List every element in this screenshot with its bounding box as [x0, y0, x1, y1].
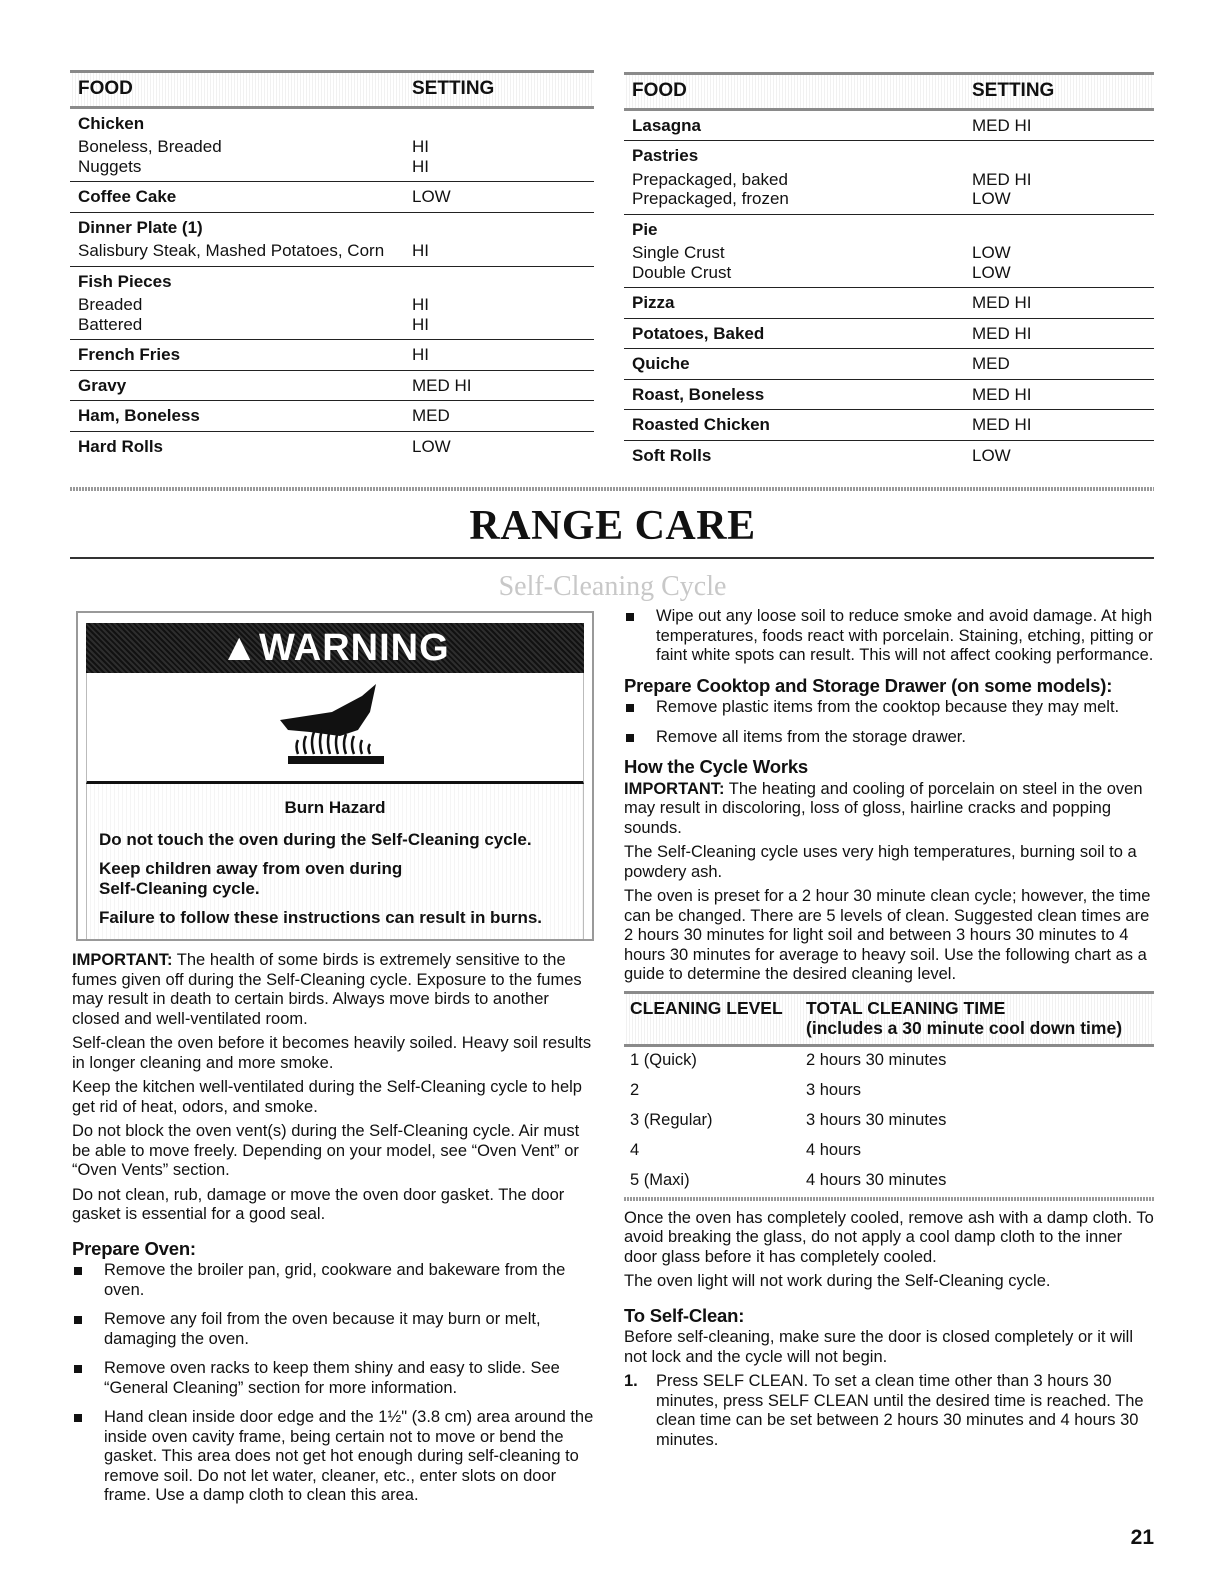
table-row — [624, 141, 1154, 215]
header-food: FOOD — [78, 78, 133, 99]
food-table-right — [624, 72, 1154, 470]
warning-line: Failure to follow these instructions can result in burns. — [99, 908, 543, 927]
table-row — [624, 288, 1154, 319]
important-label: IMPORTANT: — [72, 951, 173, 969]
row-title: Coffee Cake — [78, 187, 177, 206]
row-food: Salisbury Steak, Mashed Potatoes, Corn — [78, 241, 385, 260]
food-table-left — [70, 70, 594, 461]
row-title: Chicken — [78, 113, 145, 133]
row-setting: MED HI — [972, 323, 1032, 343]
table-row — [70, 371, 594, 402]
table-row — [70, 340, 594, 371]
warning-banner-text: WARNING — [258, 627, 450, 669]
row-setting: LOW — [412, 187, 451, 206]
important-label: IMPORTANT: — [624, 779, 725, 798]
bullet-list — [624, 607, 1154, 666]
page-number: 21 — [1130, 1526, 1154, 1549]
table-row — [70, 401, 594, 432]
row-food: Nuggets — [78, 156, 142, 176]
row-setting: HI — [412, 241, 429, 260]
table-row — [624, 1167, 1154, 1197]
row-title: Lasagna — [632, 115, 701, 135]
step-text: Press SELF CLEAN. To set a clean time other than 3 hours 30 minutes, press SELF CLEAN until the desired time is reached. The clean time can be set between 2 hours 30 minutes and 4 hours 30 minutes. — [656, 1372, 1144, 1449]
section-heading: To Self-Clean: — [624, 1304, 745, 1326]
row-title: Pastries — [632, 146, 699, 165]
table-row — [624, 410, 1154, 441]
bullet-list — [72, 1261, 596, 1506]
paragraph: Self-clean the oven before it becomes heavily soiled. Heavy soil results in longer cleaning and more smoke. — [72, 1034, 592, 1072]
row-setting: HI — [412, 295, 429, 314]
paragraph: Once the oven has completely cooled, remove ash with a damp cloth. To avoid breaking the glass, do not apply a cool damp cloth to the inner door glass before it has completely cooled. — [624, 1208, 1154, 1266]
row-food: Boneless, Breaded — [78, 137, 222, 156]
row-title: Dinner Plate (1) — [78, 217, 203, 237]
table-row — [624, 349, 1154, 380]
warning-line: Keep children away from oven during — [99, 859, 403, 878]
section-heading: Prepare Oven: — [72, 1237, 196, 1259]
warning-text — [86, 784, 584, 939]
cleaning-table — [624, 991, 1154, 1201]
divider — [70, 487, 1154, 491]
row-food: Battered — [78, 314, 143, 334]
list-item: Remove all items from the storage drawer. — [624, 728, 1154, 748]
list-item — [624, 1372, 1154, 1450]
header-time: TOTAL CLEANING TIME — [806, 997, 1006, 1018]
numbered-list — [624, 1372, 1154, 1450]
row-setting: MED HI — [972, 115, 1032, 135]
row-food: Prepackaged, baked — [632, 169, 788, 189]
page-title: RANGE CARE — [469, 503, 756, 549]
left-column — [72, 951, 596, 1516]
burn-hazard-icon — [86, 673, 584, 784]
paragraph — [624, 780, 1154, 839]
row-setting: MED HI — [972, 293, 1032, 312]
section-heading: Prepare Cooktop and Storage Drawer (on some models): — [624, 674, 1113, 696]
table-row — [70, 267, 594, 341]
cleaning-table-header — [624, 991, 1154, 1047]
row-setting: MED — [412, 406, 450, 425]
row-time: 3 hours 30 minutes — [806, 1110, 947, 1129]
food-table-header — [70, 70, 594, 109]
row-title: Roasted Chicken — [632, 415, 770, 434]
row-level: 1 (Quick) — [630, 1050, 697, 1069]
row-title: Roast, Boneless — [632, 384, 765, 404]
table-row — [624, 319, 1154, 350]
table-row — [70, 182, 594, 213]
row-setting: MED — [972, 354, 1010, 373]
list-item: Remove plastic items from the cooktop because they may melt. — [624, 698, 1154, 718]
row-title: Quiche — [632, 354, 690, 373]
important-text: The health of some birds is extremely sensitive to the fumes given off during the Self-Cleaning cycle. Exposure to the fumes may result in death to certain birds. Always move birds to another closed and well-ventilated room. — [72, 951, 582, 1028]
bullet-list — [624, 698, 1154, 747]
row-setting: LOW — [972, 189, 1011, 208]
row-setting: HI — [412, 137, 429, 156]
list-item: Remove the broiler pan, grid, cookware and bakeware from the oven. — [72, 1261, 596, 1300]
paragraph: Keep the kitchen well-ventilated during the Self-Cleaning cycle to help get rid of heat, odors, and smoke. — [72, 1078, 582, 1116]
table-row — [624, 1107, 1154, 1137]
row-setting: LOW — [412, 436, 451, 456]
row-level: 2 — [630, 1080, 640, 1099]
table-row — [624, 380, 1154, 411]
right-column — [624, 607, 1154, 1450]
row-setting: HI — [412, 156, 429, 176]
table-row — [70, 213, 594, 267]
header-food: FOOD — [632, 80, 687, 101]
row-setting: HI — [412, 314, 429, 334]
row-title: French Fries — [78, 345, 181, 364]
row-title: Soft Rolls — [632, 445, 712, 465]
row-title: Pizza — [632, 293, 675, 312]
divider — [624, 1197, 1154, 1201]
warning-banner — [86, 623, 584, 673]
paragraph — [72, 951, 596, 1029]
list-item: Hand clean inside door edge and the 1½" (3.8 cm) area around the inside oven cavity frame, being certain not to move or bend the gasket. This area does not get hot enough during self-cleaning to remove soil. Do not let water, cleaner, etc., enter slots on door frame. Use a damp cloth to clean this area. — [72, 1408, 596, 1506]
row-setting: LOW — [972, 243, 1011, 262]
row-food: Breaded — [78, 295, 143, 314]
step-number: 1. — [624, 1372, 638, 1390]
row-setting: LOW — [972, 262, 1011, 282]
row-title: Gravy — [78, 375, 127, 395]
table-row — [624, 1047, 1154, 1077]
row-setting: MED HI — [972, 415, 1032, 434]
list-item: Remove any foil from the oven because it may burn or melt, damaging the oven. — [72, 1310, 596, 1349]
row-setting: LOW — [972, 445, 1011, 465]
section-heading: How the Cycle Works — [624, 756, 808, 777]
row-title: Hard Rolls — [78, 436, 164, 456]
paragraph: Before self-cleaning, make sure the door is closed completely or it will not lock and the cycle will not begin. — [624, 1328, 1133, 1366]
table-row — [624, 1077, 1154, 1107]
row-time: 4 hours — [806, 1140, 862, 1159]
row-food: Single Crust — [632, 243, 725, 262]
row-title: Pie — [632, 219, 658, 239]
row-setting: HI — [412, 345, 429, 364]
row-food: Prepackaged, frozen — [632, 189, 789, 208]
warning-line: Do not touch the oven during the Self-Cleaning cycle. — [99, 830, 532, 849]
row-level: 3 (Regular) — [630, 1110, 713, 1129]
row-level: 4 — [630, 1140, 640, 1159]
warning-box — [76, 611, 594, 941]
row-setting: MED HI — [412, 375, 472, 395]
table-row — [624, 1137, 1154, 1167]
table-row — [70, 109, 594, 183]
row-title: Potatoes, Baked — [632, 323, 765, 343]
warning-hazard: Burn Hazard — [284, 798, 386, 817]
divider — [70, 557, 1154, 559]
row-time: 3 hours — [806, 1080, 862, 1099]
row-food: Double Crust — [632, 262, 732, 282]
row-time: 2 hours 30 minutes — [806, 1050, 947, 1069]
paragraph: Do not clean, rub, damage or move the oven door gasket. The door gasket is essential for a good seal. — [72, 1185, 565, 1223]
table-row — [624, 111, 1154, 142]
table-row — [70, 432, 594, 462]
row-title: Ham, Boneless — [78, 406, 200, 425]
paragraph: The oven light will not work during the Self-Cleaning cycle. — [624, 1272, 1051, 1290]
food-table-header — [624, 72, 1154, 111]
header-level: CLEANING LEVEL — [630, 997, 783, 1018]
warning-line: Self-Cleaning cycle. — [99, 879, 260, 898]
important-text: The heating and cooling of porcelain on steel in the oven may result in discoloring, loss of gloss, hairline cracks and popping sounds. — [624, 779, 1143, 837]
row-level: 5 (Maxi) — [630, 1170, 690, 1189]
header-setting: SETTING — [972, 80, 1055, 101]
row-title: Fish Pieces — [78, 271, 172, 291]
list-item: Wipe out any loose soil to reduce smoke and avoid damage. At high temperatures, foods react with porcelain. Staining, etching, pitting or faint white spots can result. This will not affect cooking performance. — [624, 607, 1154, 666]
paragraph: The oven is preset for a 2 hour 30 minute clean cycle; however, the time can be changed. There are 5 levels of clean. Suggested clean times are 2 hours 30 minutes for light soil and between 3 hours 30 minutes to 4 hours 30 minutes for average to heavy soil. Use the following chart as a guide to determine the desired cleaning level. — [624, 887, 1151, 983]
row-time: 4 hours 30 minutes — [806, 1170, 947, 1189]
header-setting: SETTING — [412, 78, 495, 99]
warning-triangle-icon: ▲ — [220, 627, 259, 669]
list-item: Remove oven racks to keep them shiny and easy to slide. See “General Cleaning” section for more information. — [72, 1359, 596, 1398]
header-time-sub: (includes a 30 minute cool down time) — [806, 1017, 1123, 1038]
section-title: Self-Cleaning Cycle — [498, 571, 727, 602]
table-row — [624, 441, 1154, 471]
row-setting: MED HI — [972, 384, 1032, 404]
row-setting: MED HI — [972, 169, 1032, 189]
paragraph: Do not block the oven vent(s) during the Self-Cleaning cycle. Air must be able to move freely. Depending on your model, see “Oven Vent” or “Oven Vents” section. — [72, 1122, 580, 1179]
table-row — [624, 215, 1154, 289]
paragraph: The Self-Cleaning cycle uses very high temperatures, burning soil to a powdery ash. — [624, 843, 1137, 881]
